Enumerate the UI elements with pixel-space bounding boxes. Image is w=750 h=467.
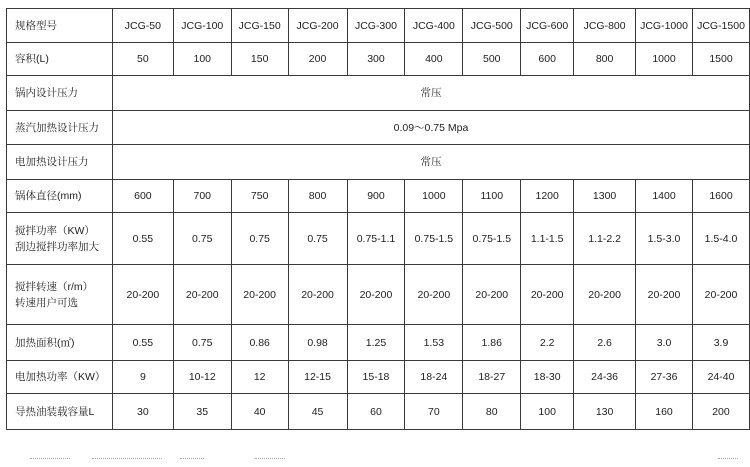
value-cell: 0.75 (173, 213, 231, 265)
value-cell: 20-200 (521, 265, 574, 325)
row-label-text: 容积(L) (15, 53, 49, 65)
row-label-text: 锅体直径(mm) (15, 190, 82, 202)
value-cell: 400 (405, 43, 463, 76)
value-cell: 200 (692, 394, 749, 430)
model-header-cell: JCG-300 (347, 9, 405, 43)
row-label (7, 43, 113, 76)
value-cell: 0.98 (288, 325, 347, 361)
value-cell: 2.6 (574, 325, 636, 361)
value-cell: 1.25 (347, 325, 405, 361)
row-label-text: 加热面积(㎡) (15, 336, 75, 349)
value-cell: 20-200 (347, 265, 405, 325)
value-cell: 0.75 (231, 213, 288, 265)
row-label (7, 325, 113, 361)
value-cell: 20-200 (463, 265, 521, 325)
model-header-cell: JCG-100 (173, 9, 231, 43)
value-cell: 500 (463, 43, 521, 76)
row-label-text: 搅拌功率（KW） (15, 224, 95, 237)
model-header-cell: JCG-1500 (692, 9, 749, 43)
value-cell: 24-36 (574, 361, 636, 394)
model-header-cell: JCG-800 (574, 9, 636, 43)
header-label: 规格型号 (7, 9, 113, 43)
table-row (7, 213, 750, 265)
value-cell: 50 (112, 43, 173, 76)
value-cell: 150 (231, 43, 288, 76)
value-cell: 20-200 (692, 265, 749, 325)
value-cell: 100 (521, 394, 574, 430)
value-cell: 10-12 (173, 361, 231, 394)
row-label (7, 265, 113, 325)
value-cell: 20-200 (288, 265, 347, 325)
value-cell: 1600 (692, 180, 749, 213)
value-cell: 70 (405, 394, 463, 430)
value-cell: 600 (112, 180, 173, 213)
value-cell: 1.5-3.0 (636, 213, 693, 265)
value-cell: 45 (288, 394, 347, 430)
value-cell: 1200 (521, 180, 574, 213)
row-label-text: 电加热设计压力 (15, 156, 89, 168)
spec-table (6, 8, 750, 430)
value-cell: 18-30 (521, 361, 574, 394)
value-cell: 1000 (405, 180, 463, 213)
value-cell: 600 (521, 43, 574, 76)
value-cell: 1300 (574, 180, 636, 213)
table-row (7, 325, 750, 361)
row-label-subtext: 转速用户可选 (15, 296, 78, 309)
table-row (7, 180, 750, 213)
value-cell: 15-18 (347, 361, 405, 394)
value-cell: 27-36 (636, 361, 693, 394)
value-cell: 800 (574, 43, 636, 76)
model-header-cell: JCG-50 (112, 9, 173, 43)
row-label-text: 导热油装载容量L (15, 405, 95, 418)
row-label (7, 213, 113, 265)
value-cell: 1400 (636, 180, 693, 213)
value-cell: 1100 (463, 180, 521, 213)
model-header-cell: JCG-600 (521, 9, 574, 43)
value-cell: 35 (173, 394, 231, 430)
value-cell: 130 (574, 394, 636, 430)
value-cell: 900 (347, 180, 405, 213)
value-cell: 1500 (692, 43, 749, 76)
table-row (7, 76, 750, 111)
value-cell: 3.0 (636, 325, 693, 361)
row-label-subtext: 刮边搅拌功率加大 (15, 240, 99, 253)
model-header-cell: JCG-200 (288, 9, 347, 43)
model-header-cell: JCG-150 (231, 9, 288, 43)
row-label (7, 180, 113, 213)
value-cell: 20-200 (112, 265, 173, 325)
value-cell: 0.55 (112, 325, 173, 361)
value-cell: 100 (173, 43, 231, 76)
table-row (7, 145, 750, 180)
value-cell: 60 (347, 394, 405, 430)
value-cell: 300 (347, 43, 405, 76)
value-cell: 1.1-2.2 (574, 213, 636, 265)
cropped-footer-artifacts (0, 458, 750, 467)
value-cell: 0.86 (231, 325, 288, 361)
row-label (7, 394, 113, 430)
value-cell: 0.75 (288, 213, 347, 265)
value-cell: 700 (173, 180, 231, 213)
row-label-text: 锅内设计压力 (15, 87, 78, 99)
row-label-text: 电加热功率（KW） (15, 371, 106, 383)
value-cell: 0.75-1.5 (463, 213, 521, 265)
value-cell: 1000 (636, 43, 693, 76)
merged-value-cell: 常压 (112, 76, 749, 111)
value-cell: 0.75 (173, 325, 231, 361)
row-label (7, 111, 113, 145)
merged-value-cell: 常压 (112, 145, 749, 180)
value-cell: 1.53 (405, 325, 463, 361)
table-row (7, 394, 750, 430)
value-cell: 200 (288, 43, 347, 76)
table-row (7, 111, 750, 145)
value-cell: 750 (231, 180, 288, 213)
value-cell: 24-40 (692, 361, 749, 394)
row-label (7, 361, 113, 394)
table-row (7, 361, 750, 394)
table-row (7, 43, 750, 76)
value-cell: 20-200 (574, 265, 636, 325)
row-label-text: 搅拌转速（r/m） (15, 280, 94, 293)
value-cell: 160 (636, 394, 693, 430)
value-cell: 2.2 (521, 325, 574, 361)
value-cell: 20-200 (636, 265, 693, 325)
merged-value-cell: 0.09～0.75 Mpa (112, 111, 749, 145)
value-cell: 20-200 (173, 265, 231, 325)
value-cell: 0.75-1.5 (405, 213, 463, 265)
value-cell: 20-200 (231, 265, 288, 325)
value-cell: 0.75-1.1 (347, 213, 405, 265)
value-cell: 40 (231, 394, 288, 430)
model-header-cell: JCG-1000 (636, 9, 693, 43)
value-cell: 20-200 (405, 265, 463, 325)
value-cell: 12 (231, 361, 288, 394)
value-cell: 1.86 (463, 325, 521, 361)
value-cell: 800 (288, 180, 347, 213)
value-cell: 0.55 (112, 213, 173, 265)
value-cell: 18-24 (405, 361, 463, 394)
value-cell: 30 (112, 394, 173, 430)
value-cell: 80 (463, 394, 521, 430)
value-cell: 3.9 (692, 325, 749, 361)
row-label (7, 145, 113, 180)
model-header-cell: JCG-400 (405, 9, 463, 43)
value-cell: 1.1-1.5 (521, 213, 574, 265)
value-cell: 18-27 (463, 361, 521, 394)
value-cell: 1.5-4.0 (692, 213, 749, 265)
row-label (7, 76, 113, 111)
value-cell: 12-15 (288, 361, 347, 394)
value-cell: 9 (112, 361, 173, 394)
table-row (7, 265, 750, 325)
model-header-cell: JCG-500 (463, 9, 521, 43)
header-row (7, 9, 750, 43)
row-label-text: 蒸汽加热设计压力 (15, 121, 99, 134)
table-body (7, 9, 750, 430)
